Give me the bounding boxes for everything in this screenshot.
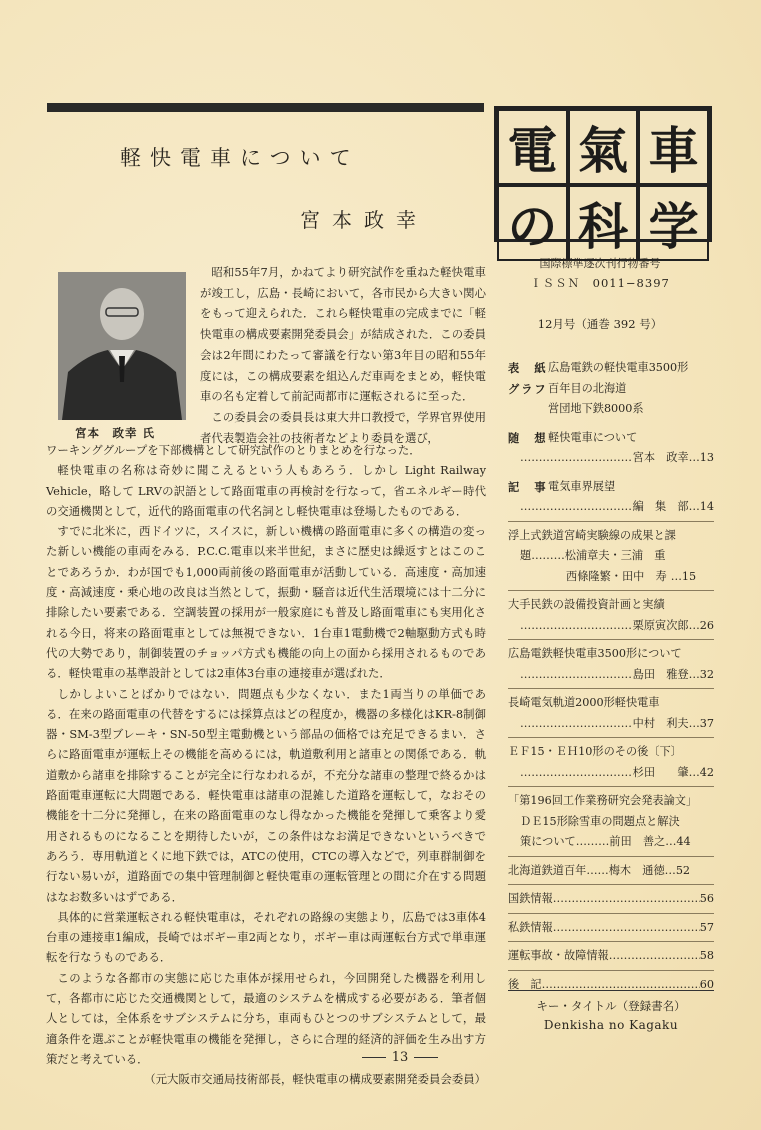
lead-paragraph: 昭和55年7月，かねてより研究試作を重ねた軽快電車が竣工し，広島・長崎において，各市民から大きい関心をもって迎えられた．これら軽快電車の完成までに「軽快電車の構成要素開発委員会」が結成された．この委員会は2年間にわたって審議を行ない第3年目の昭和55年度には，この構成要素を組込んだ車両をまとめ，軽快電車の名も定着して前記両都市に運転されるに至った． — [200, 265, 486, 404]
leader-dots — [520, 497, 633, 518]
table-of-contents — [508, 358, 714, 995]
toc-cover — [508, 358, 714, 379]
author-affiliation: （元大阪市交通局技術部長，軽快電車の構成要素開発委員会委員） — [144, 1072, 486, 1087]
toc-line — [508, 546, 714, 567]
lead-paragraph: この委員会の委員長は東大井口教授で，学界官界使用者代表製造会社の技術者などより委員を選び， — [200, 409, 486, 445]
toc-label: 表 紙 — [508, 361, 548, 375]
toc-title: 大手民鉄の設備投資計画と実績 — [508, 598, 665, 611]
toc-line — [508, 567, 714, 588]
toc-title: 北海道鉄道百年……梅木 通徳…52 — [508, 863, 691, 877]
toc-author-page: 宮本 政幸…13 — [632, 451, 714, 464]
toc-title: 西條隆繁・田中 寿 — [566, 569, 667, 583]
toc-entry[interactable] — [508, 946, 714, 967]
toc-label: 随 想 — [508, 430, 548, 445]
toc-essay — [508, 428, 714, 449]
toc-author-page: 栗原寅次郎…26 — [632, 618, 714, 632]
toc-graph — [508, 379, 714, 400]
toc-title: 後 記 — [508, 977, 542, 991]
logo-char: 科 — [568, 185, 639, 261]
toc-entry[interactable] — [508, 526, 714, 588]
toc-entry[interactable] — [508, 861, 714, 882]
toc-page: 58 — [699, 949, 714, 962]
toc-title: 題………松浦章夫・三浦 重 — [520, 549, 666, 562]
key-title-rule — [508, 990, 714, 991]
logo-char: 車 — [638, 109, 709, 185]
page-number — [330, 1050, 470, 1065]
toc-label: 記 事 — [508, 479, 548, 494]
leader-dots — [520, 616, 633, 637]
leader-dots — [553, 918, 700, 939]
toc-title: 浮上式鉄道宮崎実験線の成果と課 — [508, 528, 676, 542]
body-paragraph: このような各都市の実態に応じた車体が採用せられ，今回開発した機器を利用して，各都市に応じた交通機関として，最適のシステムを構成する必要がある．筆者個人としては，全体系をサブシステムに分ち，車両もひとつのサブシステムとして，最適条件を選ぶことが軽快電車の機能を発揮し，さらに合理的経済的評価を生み出す方策だと考えている． — [46, 970, 486, 1066]
logo-char: 氣 — [568, 109, 639, 185]
toc-title: 「第196回工作業務研究会発表論文」 — [508, 794, 698, 807]
toc-entry[interactable] — [508, 644, 714, 685]
toc-title: 運転事故・故障情報 — [508, 949, 609, 962]
body-paragraph: 軽快電車の名称は奇妙に聞こえるという人もあろう．しかし Light Railway Vehicle，略して LRVの訳語として路面電車の再検討を行なって，省エネルギー時代の交通機関として，近代的路面電車の代名詞とし軽快電車は登場したものである． — [46, 463, 486, 518]
toc-label: グラフ — [508, 381, 548, 396]
toc-author-page: 編 集 部…14 — [632, 500, 714, 513]
logo-char: の — [497, 185, 568, 261]
body-text — [46, 440, 486, 1090]
toc-page: 60 — [699, 977, 714, 991]
toc-title: ＤＥ15形除雪車の問題点と解決 — [520, 814, 680, 828]
article-author: 宮本政幸 — [300, 208, 428, 232]
toc-page: 57 — [699, 920, 714, 934]
lead-text — [200, 262, 486, 448]
toc-entry[interactable] — [508, 791, 714, 853]
toc-article — [508, 477, 714, 498]
toc-title: 広島電鉄軽快電車3500形について — [508, 647, 682, 660]
toc-author-page: 杉田 肇…42 — [632, 765, 714, 779]
issn-label: 国際標準逐次刊行物番号 — [539, 257, 661, 270]
magazine-logo — [494, 106, 712, 256]
toc-entry[interactable] — [508, 975, 714, 996]
toc-title: 国鉄情報 — [508, 892, 553, 905]
article-title: 軽快電車について — [120, 146, 360, 170]
toc-line — [508, 665, 714, 686]
leader-dots — [520, 714, 633, 735]
toc-title: 長崎電気軌道2000形軽快電車 — [508, 696, 660, 709]
page-number-text: 13 — [391, 1050, 409, 1065]
leader-dots — [520, 665, 633, 686]
toc-title: 私鉄情報 — [508, 920, 553, 934]
body-paragraph: 具体的に営業運転される軽快電車は，それぞれの路線の実態より，広島では3車体4台車の連接車1編成，長崎ではボギー車2両となり，ボギー車は両運転台方式で単車運転を行なうものである． — [46, 909, 486, 965]
author-photo — [58, 272, 186, 420]
leader-dots — [542, 975, 700, 996]
photo-caption: 宮本 政幸 氏 — [75, 426, 156, 440]
key-title-label: キー・タイトル（登録書名） — [536, 999, 686, 1013]
toc-spacer — [508, 399, 548, 420]
toc-entry[interactable] — [508, 742, 714, 783]
toc-page: 56 — [699, 892, 714, 905]
toc-entry[interactable] — [508, 918, 714, 939]
body-paragraph: ワーキンググループを下部機構として研究試作のとりまとめを行なった． — [46, 443, 421, 457]
toc-title: ＥＦ15・ＥＨ10形のその後〔下〕 — [508, 745, 682, 758]
logo-char: 電 — [497, 109, 568, 185]
issn-number: ＩＳＳＮ 0011−8397 — [530, 276, 670, 290]
toc-line — [508, 714, 714, 735]
body-paragraph: しかしよいことばかりではない．問題点も少なくない．また1両当りの単価である．在来の路面電車の代替をするには採算点はどの程度か，機器の多様化はKR-8制御器・SM-3型ブレーキ・SN-50型主電動機という部品の価格では充足できるまい．さらに路面電車が運転上その機能を高めるには，軌道敷利用と諸車との関係である．軌道敷から諸車を排除することが完全に行なわれるが，不充分な諸車の整理で終るかは路面電車運転に大問題である．軽快電車は諸車の混雑した道路を運転して，なおその機能を十二分に発揮し，在来の路面電車のなし得なかった機能を発揮して乗客より愛用されるものになることを期待したいが，この条件はなお満足できないというべきであろう．専用軌道とくに地下鉄では，ATCの使用，CTCの導入などで，列車群制御を行ない易いが，道路面での集中管理制御と軽快電車の運転管理との間に介在する問題はなお数多いはずである． — [46, 686, 486, 904]
toc-page: …15 — [670, 569, 697, 583]
title-rule — [47, 103, 484, 112]
leader-dots — [609, 946, 700, 967]
toc-essay-author[interactable] — [508, 448, 714, 469]
issue-number: 12月号（通巻 392 号） — [537, 317, 663, 331]
toc-entry[interactable] — [508, 595, 714, 636]
key-title: Denkisha no Kagaku — [543, 1018, 679, 1032]
toc-entry[interactable] — [508, 889, 714, 910]
logo-char: 学 — [638, 185, 709, 261]
toc-line — [508, 616, 714, 637]
toc-text: 営団地下鉄8000系 — [548, 402, 644, 415]
toc-author-page: 中村 利夫…37 — [632, 716, 714, 730]
leader-dots — [520, 448, 633, 469]
toc-article-author[interactable] — [508, 497, 714, 518]
body-paragraph: すでに北米に，西ドイツに，スイスに，新しい機構の路面電車に多くの構造の変った新しい機能の車両をみる．P.C.C.電車以来半世紀，まさに歴史は繰返すとはこのことであろうか．わが国でも1,000両前後の路面電車が活動している．高速度・高加速度・高減速度・乗心地の改良は当然として，振動・騒音は近代生活環境には十二分に排除したい要素である．空調装置の採用が一般家庭にも普及し路面電車にも実用化される今日，将来の路面電車としては無視できない．1台車1電動機で2軸駆動方式も時代の大勢であり，制御装置のチョッパ方式も機能の向上の面から採用されるものである．軽快電車の基準設計としては2車体3台車の連接車が選ばれた． — [46, 524, 486, 681]
toc-text: 広島電鉄の軽快電車3500形 — [548, 361, 689, 374]
toc-graph-2 — [508, 399, 714, 420]
toc-text: 百年目の北海道 — [548, 381, 627, 395]
toc-line — [508, 763, 714, 784]
toc-title: 策について………前田 善之…44 — [520, 835, 691, 848]
leader-dots — [553, 889, 700, 910]
toc-entry[interactable] — [508, 693, 714, 734]
toc-author-page: 島田 雅登…32 — [632, 667, 714, 681]
leader-dots — [520, 763, 633, 784]
portrait-image — [58, 272, 186, 420]
toc-text: 軽快電車について — [548, 430, 638, 444]
toc-text: 電気車界展望 — [548, 479, 616, 493]
